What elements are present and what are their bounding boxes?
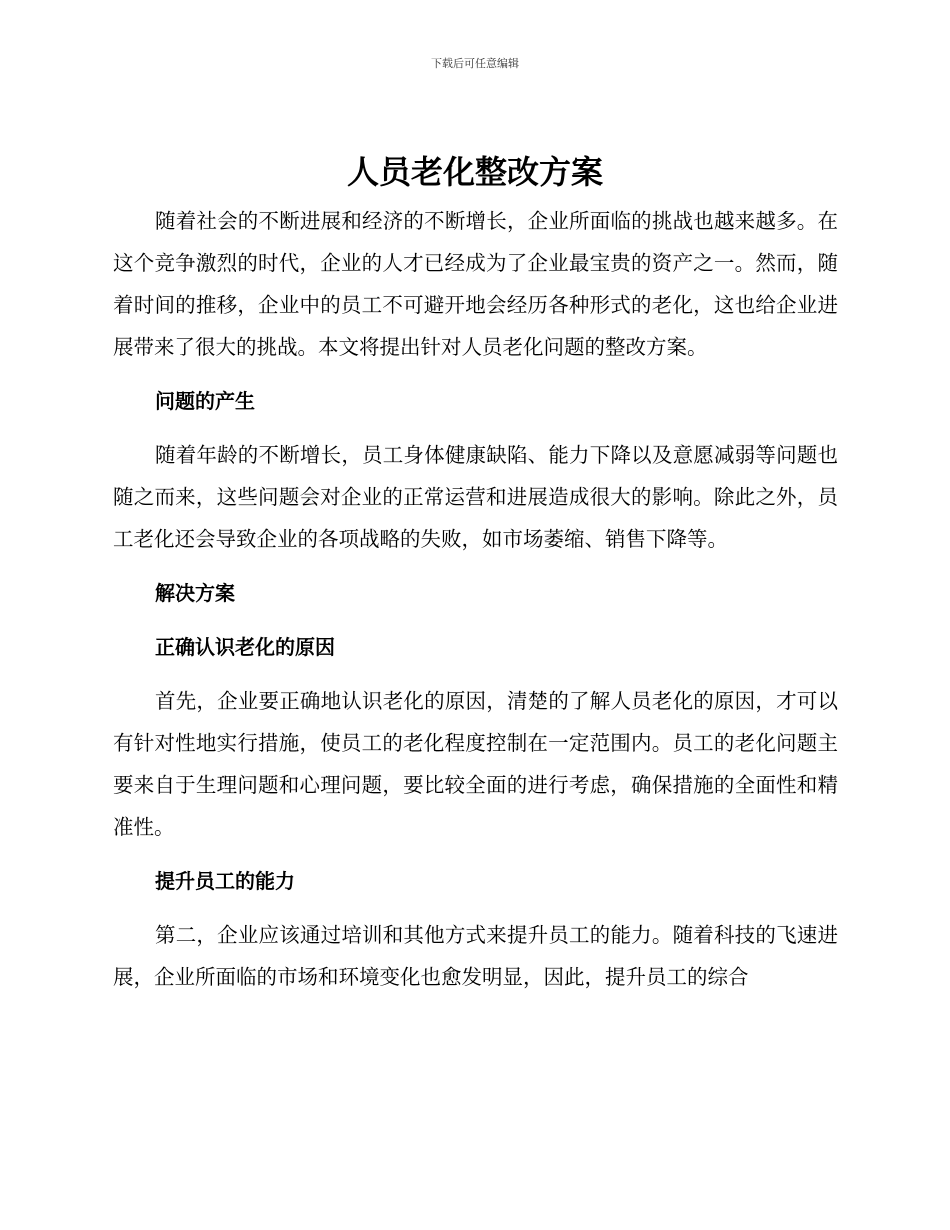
subheading-ability: 提升员工的能力 [155, 869, 295, 893]
section-heading-solution: 解决方案 [155, 581, 235, 605]
problem-paragraph: 随着年龄的不断增长，员工身体健康缺陷、能力下降以及意愿减弱等问题也随之而来，这些问题会对企业的正常运营和进展造成很大的影响。除此之外，员工老化还会导致企业的各项战略的失败，如市场萎缩、销售下降等。 [113, 443, 838, 551]
section-heading-problem: 问题的产生 [155, 389, 255, 413]
intro-paragraph: 随着社会的不断进展和经济的不断增长，企业所面临的挑战也越来越多。在这个竞争激烈的时代，企业的人才已经成为了企业最宝贵的资产之一。然而，随着时间的推移，企业中的员工不可避开地会经历各种形式的老化，这也给企业进展带来了很大的挑战。本文将提出针对人员老化问题的整改方案。 [113, 209, 838, 359]
subheading-causes: 正确认识老化的原因 [155, 635, 335, 659]
document-body [113, 200, 838, 998]
header-note: 下载后可任意编辑 [431, 57, 519, 70]
causes-paragraph: 首先，企业要正确地认识老化的原因，清楚的了解人员老化的原因，才可以有针对性地实行措施，使员工的老化程度控制在一定范围内。员工的老化问题主要来自于生理问题和心理问题，要比较全面的进行考虑，确保措施的全面性和精准性。 [113, 689, 838, 839]
document-title: 人员老化整改方案 [346, 153, 603, 191]
ability-paragraph: 第二，企业应该通过培训和其他方式来提升员工的能力。随着科技的飞速进展，企业所面临的市场和环境变化也愈发明显，因此，提升员工的综合 [113, 923, 838, 989]
